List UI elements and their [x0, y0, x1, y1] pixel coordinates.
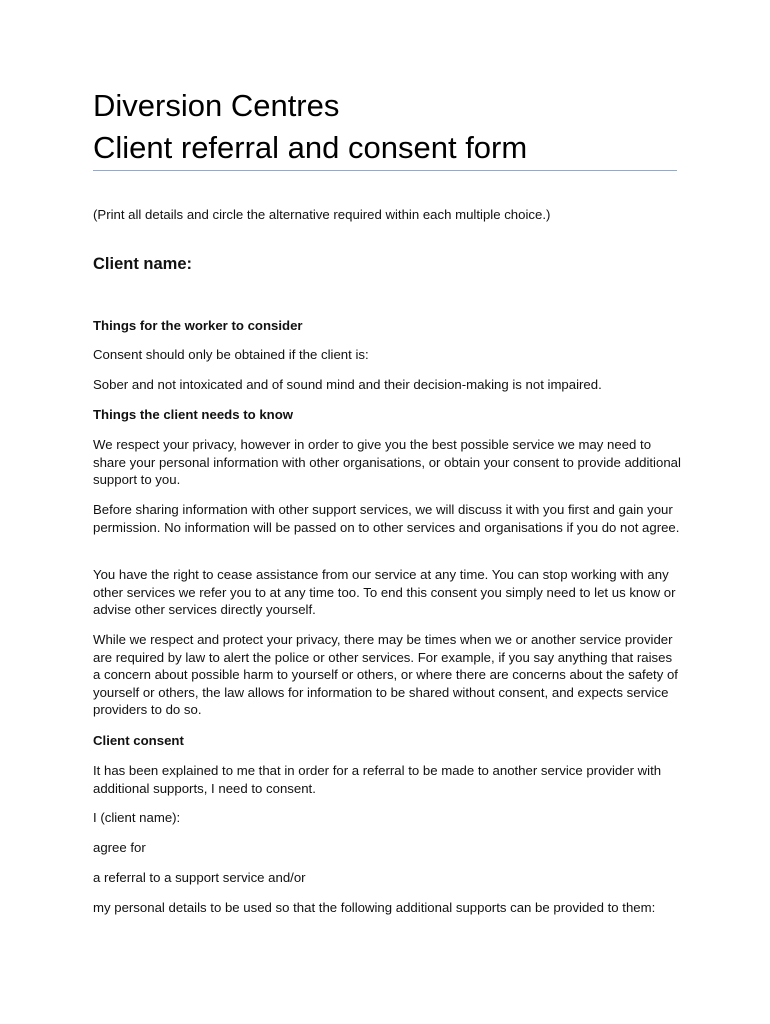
- client-know-heading: Things the client needs to know: [93, 407, 294, 422]
- client-know-paragraph-4: While we respect and protect your privacy, there may be times when we or another service provider are required by law to alert the police or other services. For example, if you say anything that raises a concern about possible harm to yourself or others, or where there are concerns about the safety of yourself or others, the law allows for information to be shared without consent, and expects service providers to do so.: [93, 632, 678, 717]
- instructions-text: (Print all details and circle the alternative required within each multiple choice.): [93, 207, 551, 222]
- client-know-paragraph-3: You have the right to cease assistance from our service at any time. You can stop working with any other services we refer you to at any time too. To end this consent you simply need to let us know or advise other services directly yourself.: [93, 567, 676, 617]
- consent-referral-option: a referral to a support service and/or: [93, 870, 306, 885]
- worker-section-heading: Things for the worker to consider: [93, 318, 303, 333]
- consent-client-name-line: I (client name):: [93, 810, 181, 825]
- title-divider: [93, 170, 677, 171]
- consent-personal-details-option: my personal details to be used so that the following additional supports can be provided to them:: [93, 900, 656, 915]
- consent-agree-for: agree for: [93, 840, 146, 855]
- client-name-label: Client name:: [93, 255, 193, 273]
- document-title-line-1: Diversion Centres: [93, 88, 340, 123]
- document-title-line-2: Client referral and consent form: [93, 130, 528, 165]
- worker-paragraph-2: Sober and not intoxicated and of sound mind and their decision-making is not impaired.: [93, 377, 602, 392]
- client-know-paragraph-2: Before sharing information with other support services, we will discuss it with you first and gain your permission. No information will be passed on to other services and organisations if you do not agree.: [93, 502, 680, 535]
- worker-paragraph-1: Consent should only be obtained if the client is:: [93, 347, 369, 362]
- consent-paragraph-1: It has been explained to me that in order for a referral to be made to another service provider with additional supports, I need to consent.: [93, 763, 662, 796]
- client-consent-heading: Client consent: [93, 733, 184, 748]
- client-know-paragraph-1: We respect your privacy, however in order to give you the best possible service we may need to share your personal information with other organisations, or obtain your consent to provide additional support to you.: [93, 437, 681, 487]
